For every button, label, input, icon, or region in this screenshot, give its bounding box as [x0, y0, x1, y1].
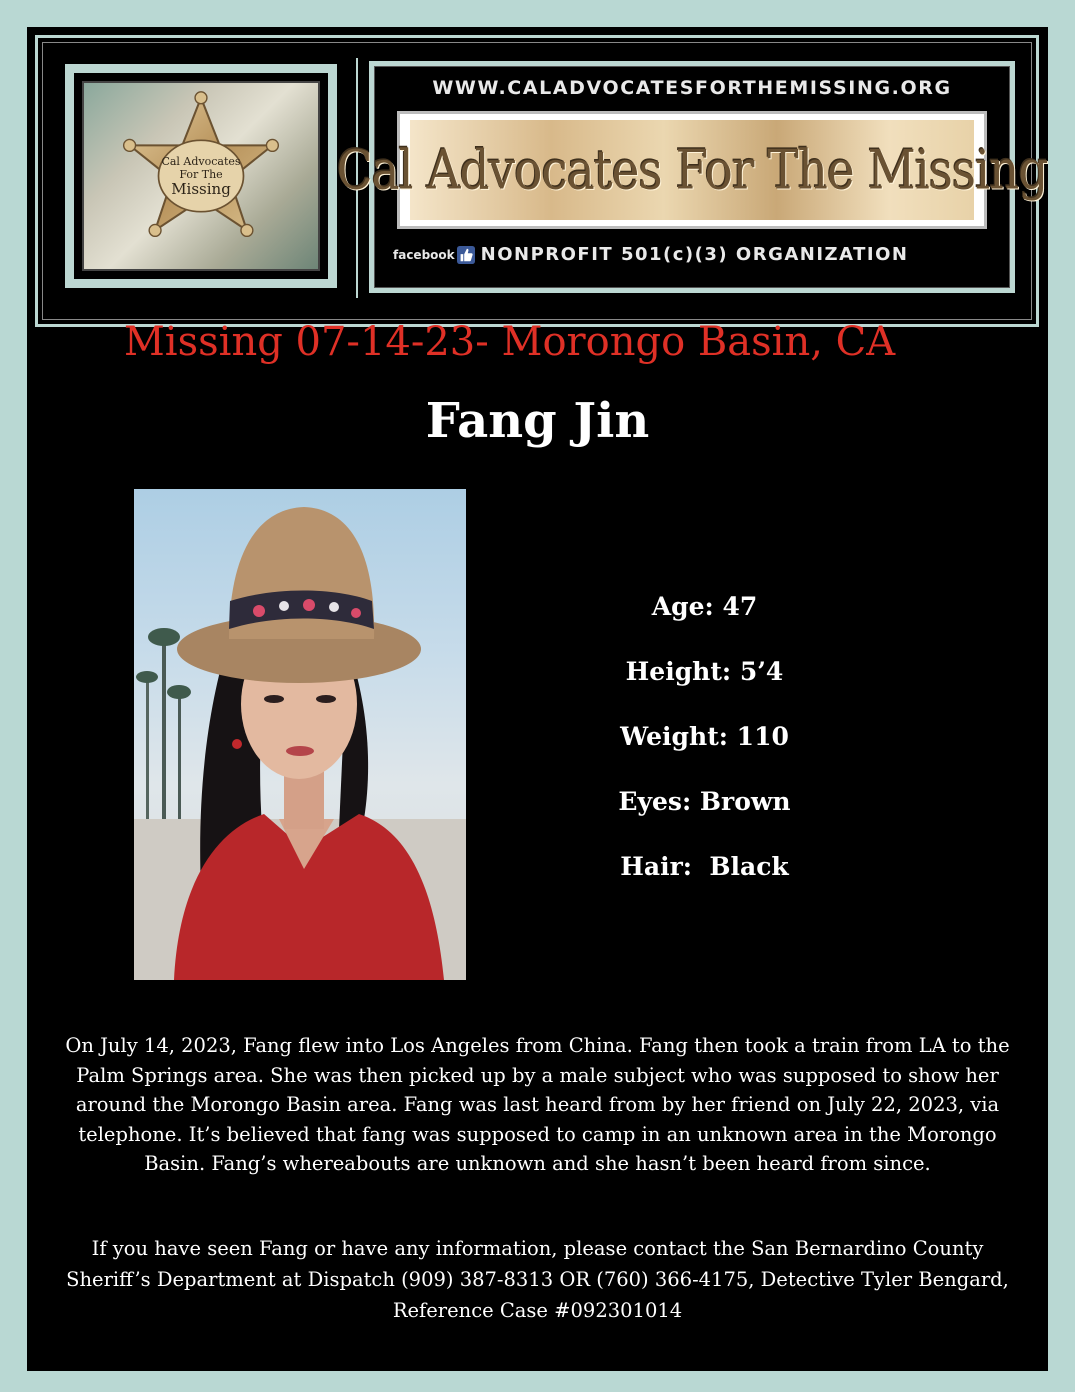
organization-name-banner [336, 111, 1048, 229]
nonprofit-label: NONPROFIT 501(c)(3) ORGANIZATION [480, 244, 909, 265]
sheriff-badge-logo [65, 64, 337, 288]
facebook-label: facebook [393, 247, 455, 262]
physical-description [572, 587, 837, 912]
header-banner [35, 35, 1048, 327]
hair-detail: Hair: Black [620, 852, 789, 881]
badge-line-3: Missing [171, 180, 231, 198]
organization-name: Cal Advocates For The Missing [336, 138, 1048, 202]
thumbs-up-icon [457, 246, 475, 264]
weight-detail: Weight: 110 [620, 722, 789, 751]
missing-person-name: Fang Jin [425, 393, 650, 449]
contact-information: If you have seen Fang or have any information, please contact the San Bernardino County Sheriff’s Department at Dispatch (909) 387-8313 OR (760) 366-4175, Detective Tyler Bengard, Reference Case #092301014 [66, 1237, 1009, 1322]
missing-person-photo [134, 489, 466, 980]
case-narrative: On July 14, 2023, Fang flew into Los Angeles from China. Fang then took a train from LA to the Palm Springs area. She was then picked up by a male subject who was supposed to show her around the Morongo Basin area. Fang was last heard from by her friend on July 22, 2023, via telephone. It’s believed that fang was supposed to camp in an unknown area in the Morongo Basin. Fang’s whereabouts are unknown and she hasn’t been heard from since. [65, 1034, 1010, 1175]
badge-text [84, 155, 318, 197]
portrait-illustration [134, 489, 466, 980]
age-detail: Age: 47 [651, 592, 758, 621]
badge-line-1: Cal Advocates [161, 155, 241, 168]
organization-logo-box [336, 61, 1048, 293]
poster-frame [27, 27, 1048, 1371]
nonprofit-row [393, 244, 999, 265]
eyes-detail: Eyes: Brown [618, 787, 791, 816]
missing-headline: Missing 07-14-23- Morongo Basin, CA [123, 319, 896, 365]
website-url: WWW.CALADVOCATESFORTHEMISSING.ORG [432, 77, 952, 99]
badge-line-2: For The [179, 168, 223, 181]
height-detail: Height: 5’4 [625, 657, 784, 686]
